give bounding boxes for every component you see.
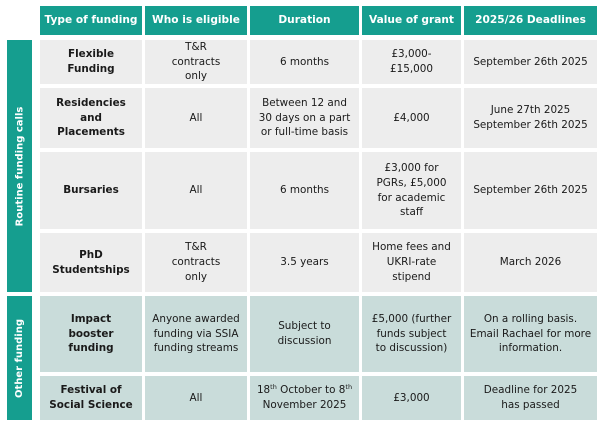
row-phd-eligible: T&R contracts only [145, 233, 247, 292]
row-residencies-eligible: All [145, 88, 247, 148]
row-festival-type: Festival of Social Science [40, 376, 142, 420]
header-duration: Duration [250, 6, 359, 35]
row-residencies-type: Residencies and Placements [40, 88, 142, 148]
row-impact-booster-eligible: Anyone awarded funding via SSIA funding streams [145, 296, 247, 372]
row-phd-type: PhD Studentships [40, 233, 142, 292]
row-flexible-funding-deadline: September 26th 2025 [464, 40, 597, 84]
row-impact-booster-value: £5,000 (further funds subject to discussion) [362, 296, 461, 372]
row-flexible-funding-eligible: T&R contracts only [145, 40, 247, 84]
row-impact-booster-type: Impact booster funding [40, 296, 142, 372]
row-bursaries-value: £3,000 for PGRs, £5,000 for academic staff [362, 152, 461, 229]
row-flexible-funding-duration: 6 months [250, 40, 359, 84]
row-festival-value: £3,000 [362, 376, 461, 420]
row-bursaries-type: Bursaries [40, 152, 142, 229]
row-phd-value: Home fees and UKRI-rate stipend [362, 233, 461, 292]
row-residencies-value: £4,000 [362, 88, 461, 148]
header-deadlines: 2025/26 Deadlines [464, 6, 597, 35]
group-label-routine: Routine funding calls [7, 40, 32, 292]
group-label-other: Other funding [7, 296, 32, 420]
row-impact-booster-deadline: On a rolling basis. Email Rachael for more information. [464, 296, 597, 372]
header-who-is-eligible: Who is eligible [145, 6, 247, 35]
header-value-of-grant: Value of grant [362, 6, 461, 35]
row-residencies-duration: Between 12 and 30 days on a part or full-time basis [250, 88, 359, 148]
row-residencies-deadline: June 27th 2025 September 26th 2025 [464, 88, 597, 148]
row-impact-booster-duration: Subject to discussion [250, 296, 359, 372]
header-type-of-funding: Type of funding [40, 6, 142, 35]
row-festival-duration: 18th October to 8th November 2025 [250, 376, 359, 420]
row-bursaries-duration: 6 months [250, 152, 359, 229]
row-festival-deadline: Deadline for 2025 has passed [464, 376, 597, 420]
row-flexible-funding-type: Flexible Funding [40, 40, 142, 84]
row-phd-duration: 3.5 years [250, 233, 359, 292]
row-phd-deadline: March 2026 [464, 233, 597, 292]
row-bursaries-deadline: September 26th 2025 [464, 152, 597, 229]
row-festival-eligible: All [145, 376, 247, 420]
row-flexible-funding-value: £3,000- £15,000 [362, 40, 461, 84]
row-bursaries-eligible: All [145, 152, 247, 229]
